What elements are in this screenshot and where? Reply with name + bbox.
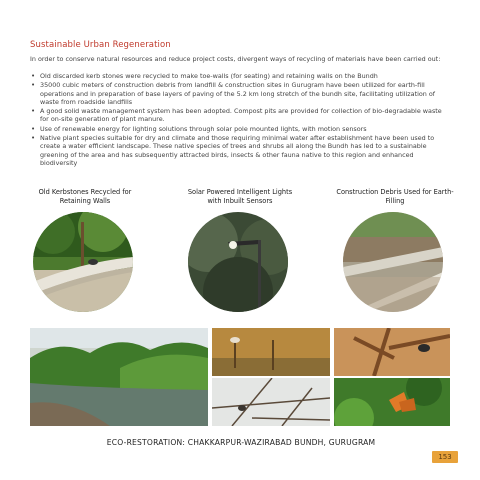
bullet-item: • Native plant species suitable for dry and climate and those requiring minimal water after establishment have been used to create a water efficient landscape. These native species of trees and shrubs all along the Bundh has led to a sustainable greening of the area and has subsequently attracted birds, insects & other fauna native to this region and enhanced biodiversity — [30, 134, 452, 167]
caption-solar-lights: Solar Powered Intelligent Lights with Inbuilt Sensors — [187, 188, 293, 205]
bird-branches-photo — [212, 378, 330, 426]
solar-light-photo — [188, 212, 288, 312]
bullet-list — [30, 72, 452, 168]
caption-debris: Construction Debris Used for Earth-Filling — [336, 188, 454, 205]
page-number: 153 — [432, 451, 458, 463]
debris-filling-photo — [343, 212, 443, 312]
intro-paragraph: In order to conserve natural resources and reduce project costs, divergent ways of recycling of materials have been carried out: — [30, 55, 441, 63]
footer-title: ECO-RESTORATION: CHAKKARPUR-WAZIRABAD BUNDH, GURUGRAM — [106, 438, 376, 447]
bird-tree-photo — [334, 328, 450, 376]
bullet-item: • A good solid waste management system has been adopted. Compost pits are provided for collection of bio-degradable waste for on-site generation of plant manure. — [30, 107, 452, 124]
bird-shrubs-photo — [212, 328, 330, 376]
page-title: Sustainable Urban Regeneration — [30, 40, 171, 50]
bullet-item: • Old discarded kerb stones were recycled to make toe-walls (for seating) and retaining walls on the Bundh — [30, 72, 452, 80]
bullet-item: • Use of renewable energy for lighting solutions through solar pole mounted lights, with motion sensors — [30, 125, 452, 133]
butterfly-photo — [334, 378, 450, 426]
canal-greenery-photo — [30, 328, 208, 426]
caption-kerbstones: Old Kerbstones Recycled for Retaining Walls — [38, 188, 132, 205]
kerbstone-wall-photo — [33, 212, 133, 312]
bullet-item: • 35000 cubic meters of construction debris from landfill & construction sites in Gurugram have been utilized for earth-fill operations and in preparation of base layers of paving of the 5.2 km long stretch of the bundh site, facilitating utilization of waste from roadside landfills — [30, 81, 452, 106]
